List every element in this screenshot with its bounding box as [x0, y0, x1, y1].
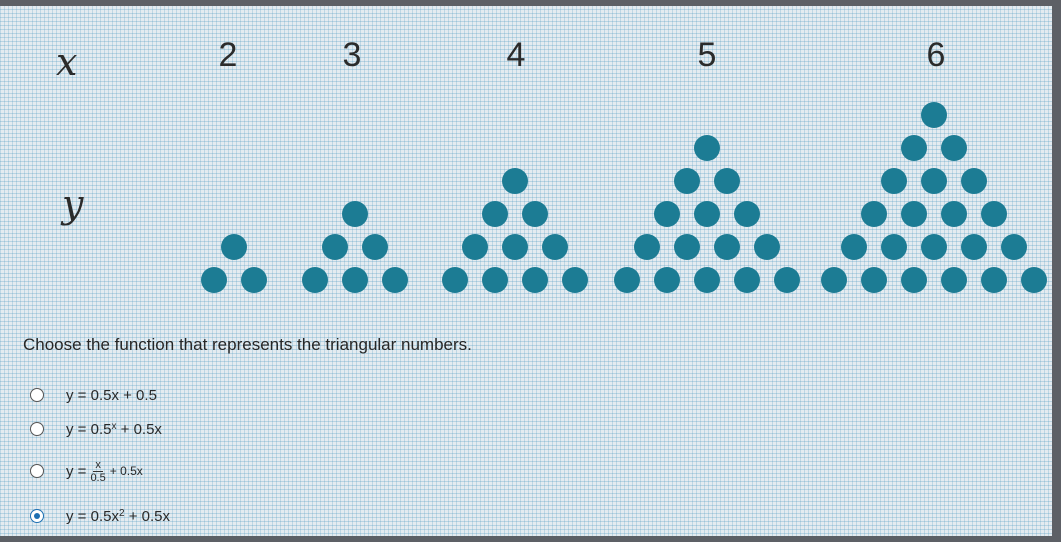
dot	[502, 234, 528, 260]
x-value-6: 6	[926, 36, 946, 74]
dot-triangle-x3	[302, 201, 408, 293]
dot	[861, 201, 887, 227]
dot	[362, 234, 388, 260]
dot	[941, 201, 967, 227]
dot	[901, 201, 927, 227]
formula-option-2: y = 0.5 $^x$ + 0.5x	[66, 420, 162, 438]
dot	[921, 102, 947, 128]
dot	[674, 234, 700, 260]
radio-option-1[interactable]	[30, 388, 44, 402]
radio-option-3[interactable]	[30, 464, 44, 478]
dot	[901, 267, 927, 293]
dot	[861, 267, 887, 293]
dot	[1001, 234, 1027, 260]
choice-option-3[interactable]	[30, 458, 143, 484]
dot	[522, 201, 548, 227]
dot	[694, 135, 720, 161]
dot	[482, 201, 508, 227]
dot	[1021, 267, 1047, 293]
dot-triangle-x6	[821, 102, 1047, 293]
formula-option-4: y = 0.5x $^2$ + 0.5x	[66, 507, 170, 525]
dot	[881, 234, 907, 260]
dot	[881, 168, 907, 194]
choice-option-1[interactable]	[30, 382, 157, 408]
dot	[201, 267, 227, 293]
dot-triangle-x4	[442, 168, 588, 293]
dot	[774, 267, 800, 293]
dot	[654, 201, 680, 227]
dot	[821, 267, 847, 293]
triangular-dot-patterns	[0, 6, 1052, 306]
worksheet-screen	[0, 6, 1052, 542]
dot	[322, 234, 348, 260]
dot	[382, 267, 408, 293]
dot	[734, 267, 760, 293]
dot	[502, 168, 528, 194]
dot	[734, 201, 760, 227]
dot	[302, 267, 328, 293]
dot	[694, 267, 720, 293]
formula-option-3: y = $\frac{x}{0.5}$ + 0.5x	[66, 458, 143, 484]
dot	[614, 267, 640, 293]
dot	[941, 135, 967, 161]
dot	[714, 234, 740, 260]
dot	[754, 234, 780, 260]
y-variable-label: y	[62, 182, 84, 226]
x-value-3: 3	[342, 36, 362, 74]
dot	[241, 267, 267, 293]
formula-option-1: y = 0.5x + 0.5	[66, 386, 157, 404]
dot	[941, 267, 967, 293]
radio-option-2[interactable]	[30, 422, 44, 436]
dot	[901, 135, 927, 161]
dot	[674, 168, 700, 194]
radio-option-4-selected[interactable]	[30, 509, 44, 523]
dot	[961, 234, 987, 260]
dot	[961, 168, 987, 194]
question-text: Choose the function that represents the triangular numbers.	[23, 335, 472, 354]
dot	[342, 201, 368, 227]
screen-bezel	[0, 536, 1061, 542]
x-variable-label: x	[56, 40, 78, 84]
dot	[342, 267, 368, 293]
dot	[981, 267, 1007, 293]
dot	[714, 168, 740, 194]
dot	[654, 267, 680, 293]
dot	[522, 267, 548, 293]
x-value-5: 5	[697, 36, 717, 74]
fraction: $\frac{x}{0.5}$	[90, 458, 106, 484]
dot	[921, 234, 947, 260]
dot	[981, 201, 1007, 227]
dot-triangle-x2	[201, 234, 267, 293]
dot	[542, 234, 568, 260]
x-value-4: 4	[506, 36, 526, 74]
choice-option-2[interactable]	[30, 416, 162, 442]
dot	[921, 168, 947, 194]
x-value-2: 2	[218, 36, 238, 74]
choice-option-4[interactable]	[30, 503, 170, 529]
dot	[221, 234, 247, 260]
dot	[562, 267, 588, 293]
dot	[442, 267, 468, 293]
dot	[462, 234, 488, 260]
dot	[694, 201, 720, 227]
dot	[841, 234, 867, 260]
dot	[482, 267, 508, 293]
dot	[634, 234, 660, 260]
dot-triangle-x5	[614, 135, 800, 293]
